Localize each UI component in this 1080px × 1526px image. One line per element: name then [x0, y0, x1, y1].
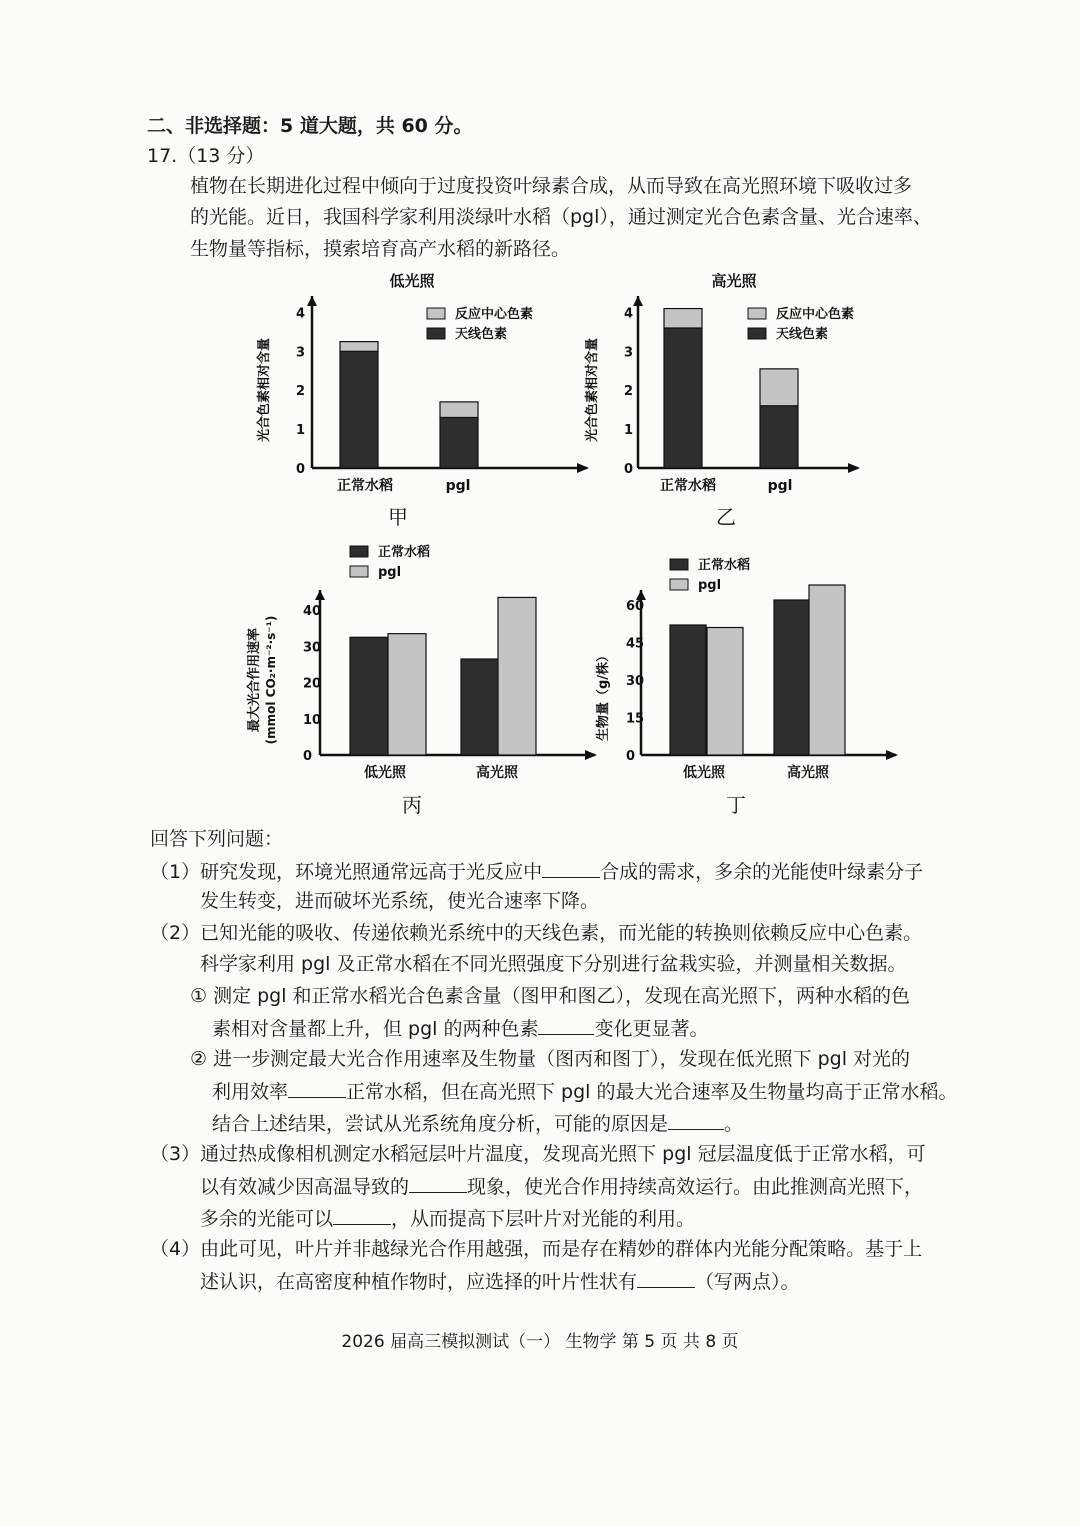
x-category-label: 高光照 — [476, 765, 518, 781]
q1-line-2: 发生转变，进而破坏光系统，使光合速率下降。 — [200, 890, 600, 912]
q1-line-1 — [150, 857, 923, 885]
q3-text-b: 现象，使光合作用持续高效运行。由此推测高光照下， — [467, 1176, 924, 1198]
x-category-label: 正常水稻 — [337, 478, 393, 494]
q3-line-1: （3）通过热成像相机测定水稻冠层叶片温度，发现高光照下 pgl 冠层温度低于正常水稻，可 — [150, 1143, 926, 1165]
y-tick-label: 2 — [624, 384, 634, 400]
section-title: 二、非选择题：5 道大题，共 60 分。 — [147, 115, 473, 137]
intro-line-3: 生物量等指标，摸索培育高产水稻的新路径。 — [190, 238, 571, 260]
x-category-label: 高光照 — [787, 765, 829, 781]
bar-pgl — [707, 628, 743, 756]
y-tick-label: 0 — [296, 462, 306, 477]
x-category-label: pgl — [767, 478, 793, 494]
y-tick-label: 0 — [626, 749, 636, 764]
q3-answer-blank-1[interactable] — [409, 1172, 467, 1193]
q3-answer-blank-2[interactable] — [333, 1204, 391, 1225]
chart-yi — [584, 272, 860, 529]
chart-ding — [595, 557, 898, 817]
y-tick-label: 3 — [624, 345, 634, 361]
q2-sub2-text-b: 正常水稻，但在高光照下 pgl 的最大光合速率及生物量均高于正常水稻。 — [346, 1081, 958, 1103]
intro-line-2: 的光能。近日，我国科学家利用淡绿叶水稻（pgl），通过测定光合色素含量、光合速率、 — [190, 206, 932, 228]
bar-reaction-center — [340, 342, 378, 352]
legend-swatch — [427, 328, 445, 339]
bar-pgl — [388, 634, 426, 755]
q3-line-2 — [200, 1172, 923, 1200]
y-axis-arrow — [307, 296, 317, 306]
q1-text-a: （1）研究发现，环境光照通常远高于光反应中 — [150, 861, 543, 883]
y-axis-arrow — [315, 590, 325, 600]
bar-pgl — [498, 597, 536, 755]
q2-sub1-line-2 — [212, 1014, 709, 1042]
chart-bing — [246, 544, 597, 817]
y-axis-arrow — [633, 296, 643, 306]
q4-text-b: （写两点）。 — [695, 1271, 800, 1293]
question-number: 17.（13 分） — [147, 145, 265, 167]
q4-text-a: 述认识，在高密度种植作物时，应选择的叶片性状有 — [200, 1271, 638, 1293]
bar-reaction-center — [440, 402, 478, 418]
q2-sub2-answer-blank-1[interactable] — [288, 1077, 346, 1098]
page-footer: 2026 届高三模拟测试（一） 生物学 第 5 页 共 8 页 — [341, 1332, 739, 1352]
q1-answer-blank[interactable] — [542, 857, 600, 878]
legend-swatch — [350, 546, 368, 557]
chart-title: 低光照 — [389, 272, 435, 290]
legend-label: 反应中心色素 — [455, 307, 534, 322]
x-category-label: 低光照 — [364, 765, 406, 781]
q2-sub1-text-b: 变化更显著。 — [594, 1018, 709, 1040]
x-category-label: 低光照 — [683, 765, 725, 781]
y-tick-label: 60 — [626, 599, 645, 614]
y-tick-label: 2 — [296, 384, 306, 400]
q2-sub1-text-a: 素相对含量都上升，但 pgl 的两种色素 — [212, 1018, 539, 1040]
legend-swatch — [670, 579, 688, 590]
q2-sub2-text-d: 。 — [724, 1113, 744, 1135]
q2-sub2-line-3 — [212, 1109, 743, 1137]
y-tick-label: 4 — [296, 306, 306, 322]
q3-text-d: ，从而提高下层叶片对光能的利用。 — [391, 1208, 696, 1230]
bar-antenna — [340, 351, 378, 468]
q2-line-1: （2）已知光能的吸收、传递依赖光系统中的天线色素，而光能的转换则依赖反应中心色素。 — [150, 922, 923, 944]
q2-sub2-line-1: ② 进一步测定最大光合作用速率及生物量（图丙和图丁），发现在低光照下 pgl 对光的 — [190, 1048, 911, 1070]
figure-label: 丁 — [726, 793, 746, 817]
y-tick-label: 30 — [303, 640, 322, 656]
answer-prompt: 回答下列问题： — [150, 828, 284, 850]
legend-swatch — [670, 559, 688, 570]
bar-reaction-center — [664, 309, 702, 328]
q3-text-a: 以有效减少因高温导致的 — [200, 1176, 410, 1198]
y-tick-label: 4 — [624, 306, 634, 322]
intro-line-1: 植物在长期进化过程中倾向于过度投资叶绿素合成，从而导致在高光照环境下吸收过多 — [190, 175, 913, 197]
x-category-label: pgl — [445, 478, 471, 494]
q4-answer-blank[interactable] — [637, 1267, 695, 1288]
bar-pgl — [809, 585, 845, 755]
y-tick-label: 0 — [624, 462, 634, 477]
figure-label: 乙 — [716, 505, 736, 529]
chart-jia — [256, 272, 589, 529]
bar-antenna — [760, 406, 798, 468]
y-axis-label: 生物量（g/株） — [596, 648, 611, 742]
y-tick-label: 40 — [303, 604, 322, 620]
legend-label: pgl — [378, 565, 402, 580]
q2-sub2-text-a: 利用效率 — [212, 1081, 289, 1103]
y-axis-unit-label: (mmol CO₂·m⁻²·s⁻¹) — [264, 615, 278, 745]
y-axis-label: 最大光合作用速率 — [247, 627, 262, 733]
bar-normal-rice — [461, 659, 499, 755]
legend-label: 正常水稻 — [698, 558, 751, 573]
legend-label: 反应中心色素 — [776, 307, 855, 322]
q2-sub2-text-c: 结合上述结果，尝试从光系统角度分析，可能的原因是 — [212, 1113, 669, 1135]
q2-sub2-line-2 — [212, 1077, 958, 1105]
y-tick-label: 0 — [303, 749, 313, 764]
legend-label: 天线色素 — [455, 327, 508, 342]
y-tick-label: 10 — [303, 712, 322, 728]
bar-antenna — [440, 417, 478, 468]
q4-line-1: （4）由此可见，叶片并非越绿光合作用越强，而是存在精妙的群体内光能分配策略。基于上 — [150, 1238, 923, 1260]
y-tick-label: 1 — [296, 423, 306, 439]
q1-text-b: 合成的需求，多余的光能使叶绿素分子 — [600, 861, 924, 883]
x-category-label: 正常水稻 — [660, 478, 716, 494]
q2-sub1-answer-blank[interactable] — [538, 1014, 594, 1035]
y-tick-label: 20 — [303, 676, 322, 692]
bar-reaction-center — [760, 369, 798, 406]
chart-title: 高光照 — [711, 272, 757, 290]
legend-label: pgl — [698, 578, 722, 593]
legend-label: 正常水稻 — [378, 545, 431, 560]
figure-label: 丙 — [402, 793, 422, 817]
y-tick-label: 1 — [624, 423, 634, 439]
bar-normal-rice — [774, 600, 810, 755]
legend-swatch — [748, 308, 766, 319]
y-axis-label: 光合色素相对含量 — [585, 337, 600, 443]
y-tick-label: 45 — [626, 636, 645, 652]
bar-normal-rice — [670, 625, 706, 755]
q3-line-3 — [200, 1204, 695, 1232]
q3-text-c: 多余的光能可以 — [200, 1208, 334, 1230]
q4-line-2 — [200, 1267, 800, 1295]
legend-swatch — [427, 308, 445, 319]
y-tick-label: 3 — [296, 345, 306, 361]
y-tick-label: 15 — [626, 711, 645, 727]
x-axis-arrow — [886, 750, 898, 760]
legend-swatch — [350, 566, 368, 577]
legend-swatch — [748, 328, 766, 339]
x-axis-arrow — [848, 463, 860, 473]
bar-antenna — [664, 328, 702, 468]
q2-sub1-line-1: ① 测定 pgl 和正常水稻光合色素含量（图甲和图乙），发现在高光照下，两种水稻的色 — [190, 985, 911, 1007]
q2-line-2: 科学家利用 pgl 及正常水稻在不同光照强度下分别进行盆栽实验，并测量相关数据。 — [200, 953, 907, 975]
y-tick-label: 30 — [626, 674, 645, 689]
figure-label: 甲 — [388, 505, 408, 529]
bar-normal-rice — [350, 637, 388, 755]
y-axis-label: 光合色素相对含量 — [257, 337, 272, 443]
x-axis-arrow — [577, 463, 589, 473]
legend-label: 天线色素 — [776, 327, 829, 342]
q2-sub2-answer-blank-2[interactable] — [668, 1109, 724, 1130]
x-axis-arrow — [585, 750, 597, 760]
